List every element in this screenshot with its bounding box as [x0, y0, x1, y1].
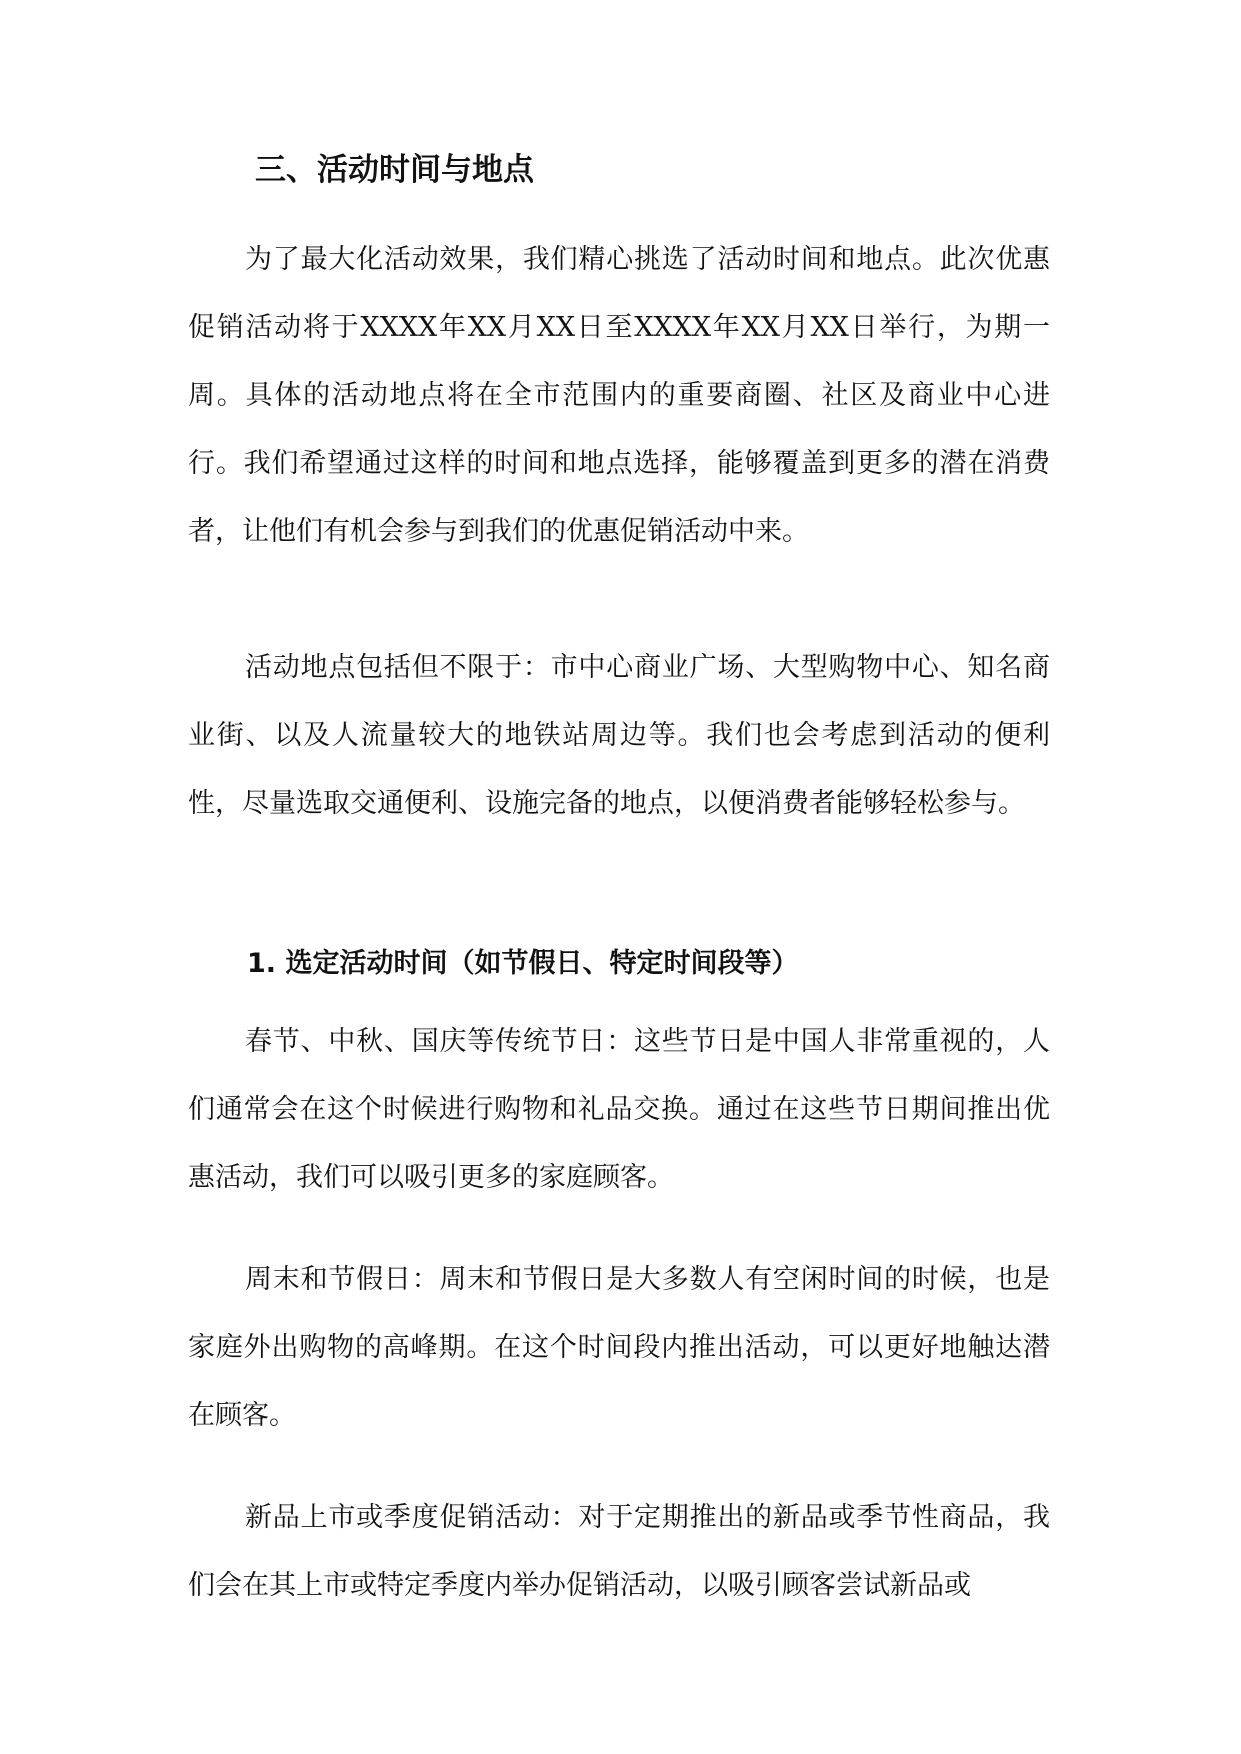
section-paragraph: 活动地点包括但不限于：市中心商业广场、大型购物中心、知名商业街、以及人流量较大的地铁站周边等。我们也会考虑到活动的便利性，尽量选取交通便利、设施完备的地点，以便消费者能够轻松参与。 — [188, 652, 1050, 819]
subsection-paragraph: 新品上市或季度促销活动：对于定期推出的新品或季节性商品，我们会在其上市或特定季度内举办促销活动，以吸引顾客尝试新品或 — [188, 1502, 1050, 1601]
section-heading: 三、活动时间与地点 — [255, 152, 534, 188]
subsection-heading: 1. 选定活动时间（如节假日、特定时间段等） — [247, 948, 799, 979]
section-paragraph: 为了最大化活动效果，我们精心挑选了活动时间和地点。此次优惠促销活动将于XXXX年XX月XX日至XXXX年XX月XX日举行，为期一周。具体的活动地点将在全市范围内的重要商圈、社区及商业中心进行。我们希望通过这样的时间和地点选择，能够覆盖到更多的潜在消费者，让他们有机会参与到我们的优惠促销活动中来。 — [188, 244, 1050, 547]
subsection-paragraph: 周末和节假日：周末和节假日是大多数人有空闲时间的时候，也是家庭外出购物的高峰期。在这个时间段内推出活动，可以更好地触达潜在顾客。 — [188, 1264, 1050, 1431]
subsection-paragraph: 春节、中秋、国庆等传统节日：这些节日是中国人非常重视的，人们通常会在这个时候进行购物和礼品交换。通过在这些节日期间推出优惠活动，我们可以吸引更多的家庭顾客。 — [188, 1026, 1050, 1193]
